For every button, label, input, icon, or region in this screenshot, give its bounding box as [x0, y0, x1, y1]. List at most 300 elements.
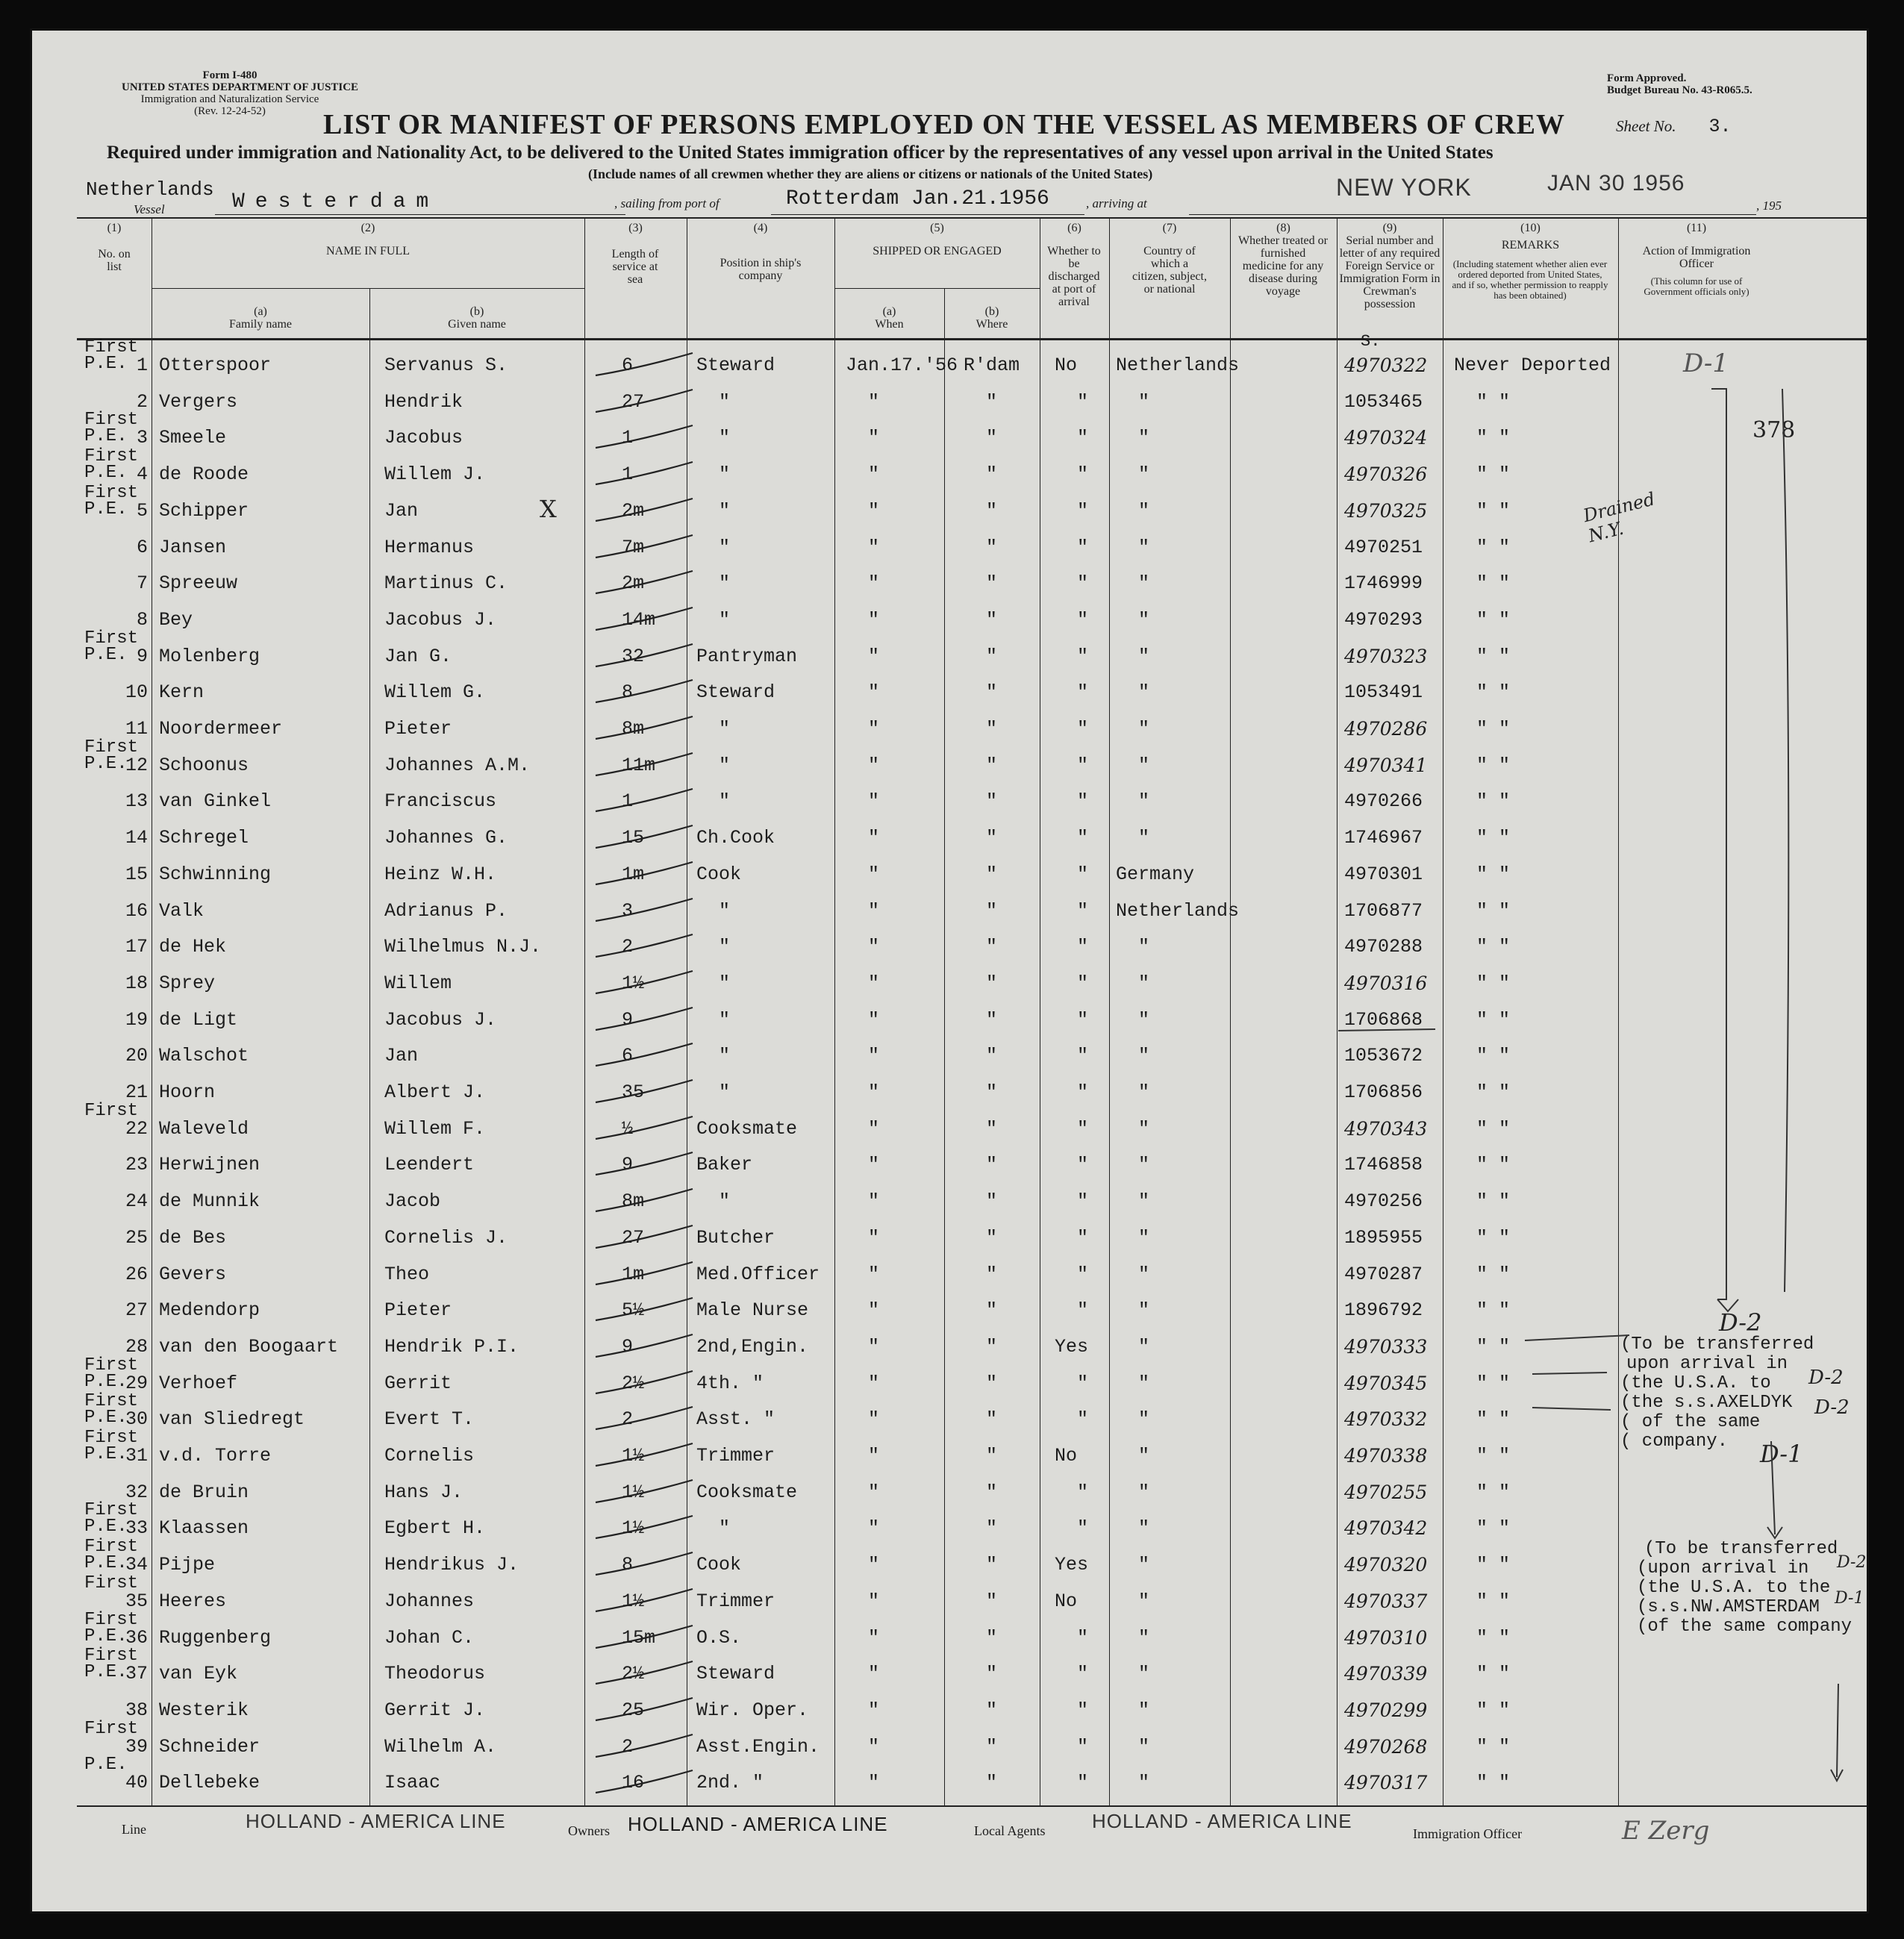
row-list-number: 4 [136, 463, 148, 486]
col-header-10: (10) REMARKS (Including statement whether alien ever ordered deported from United States, and if so, whether permission to reapply has been obtained) [1452, 222, 1608, 301]
row-country: " [1138, 972, 1150, 994]
row-length-of-service: 15m [622, 1626, 656, 1649]
row-shipped-when: " [868, 1372, 880, 1394]
row-family-name: Dellebeke [159, 1772, 260, 1794]
row-serial-number: 1053491 [1344, 681, 1423, 704]
row-shipped-when: " [868, 390, 880, 413]
arriving-underline [1189, 214, 1756, 215]
row-position: 2nd. " [696, 1772, 764, 1794]
row-country: " [1138, 1735, 1150, 1758]
row-position: Butcher [696, 1226, 775, 1249]
row-check-stroke [588, 1695, 700, 1725]
row-serial-number: 1706877 [1344, 899, 1423, 922]
row-given-name: Wilhelm A. [384, 1735, 497, 1758]
row-shipped-when: " [868, 1226, 880, 1249]
row-country: " [1138, 936, 1150, 958]
row-shipped-where: " [986, 390, 998, 413]
row-position: " [719, 718, 731, 740]
row-shipped-where: " [986, 1226, 998, 1249]
row-family-name: de Munnik [159, 1190, 260, 1213]
row-family-name: de Bruin [159, 1481, 249, 1503]
row-shipped-when: " [868, 1335, 880, 1358]
col-header-9: (9) Serial number and letter of any required Foreign Service or Immigration Form in Crewman's possession [1339, 222, 1441, 310]
row-list-number: 40 [125, 1772, 148, 1794]
table-row [32, 712, 1867, 745]
row-position: Cook [696, 863, 742, 885]
table-header-bottom-rule [77, 338, 1867, 340]
row-family-name: Sprey [159, 972, 216, 994]
row-list-number: 20 [125, 1045, 148, 1067]
row-given-name: Pieter [384, 1299, 452, 1322]
row-country: " [1138, 1190, 1150, 1213]
table-row [32, 1718, 1867, 1763]
row-check-stroke [588, 677, 700, 707]
table-row [32, 1428, 1867, 1472]
arriving-label: , arriving at [1086, 196, 1147, 210]
manifest-sheet [30, 28, 1869, 1914]
row-shipped-where: " [986, 572, 998, 595]
row-length-of-service: 15 [622, 827, 645, 849]
row-list-number: 11 [125, 718, 148, 740]
sailing-label: , sailing from port of [614, 196, 720, 210]
table-bottom-rule [77, 1805, 1867, 1807]
row-length-of-service: 1½ [622, 1590, 645, 1612]
row-given-name: Hendrik P.I. [384, 1335, 519, 1358]
row-family-name: de Ligt [159, 1008, 238, 1031]
row-remarks: " " [1476, 1372, 1511, 1394]
row-first-pe-mark: First P.E. [84, 446, 139, 484]
row-shipped-when: " [868, 1045, 880, 1067]
row-given-name: Hermanus [384, 536, 475, 558]
row-position: 4th. " [696, 1372, 764, 1394]
row-discharged: Yes [1055, 1554, 1089, 1576]
row-family-name: Klaassen [159, 1517, 249, 1540]
row-remarks: " " [1476, 1735, 1511, 1758]
row-shipped-when: " [868, 1445, 880, 1467]
row-given-name: Heinz W.H. [384, 863, 497, 885]
row-position: Steward [696, 681, 775, 704]
row-check-stroke [588, 859, 700, 889]
table-row [32, 675, 1867, 708]
row-discharged: " [1077, 645, 1089, 667]
row-family-name: Ruggenberg [159, 1626, 272, 1649]
row-check-stroke [588, 750, 700, 780]
row-serial-number: 4970255 [1344, 1481, 1428, 1503]
row-position: Asst. " [696, 1408, 775, 1431]
row-discharged: " [1077, 390, 1089, 413]
row-first-pe-mark: First P.E. [84, 628, 139, 665]
x-mark: X [540, 495, 557, 523]
row-length-of-service: 8 [622, 1554, 634, 1576]
row-discharged: " [1077, 1735, 1089, 1758]
row-check-stroke [588, 1549, 700, 1579]
form-approved: Form Approved. [1607, 72, 1687, 84]
sheet-count-annotation: 378 [1752, 417, 1796, 443]
row-given-name: Isaac [384, 1772, 441, 1794]
row-country: " [1138, 1263, 1150, 1285]
table-row [32, 332, 1867, 381]
row-discharged: " [1077, 681, 1089, 704]
row-serial-number: 4970286 [1344, 718, 1428, 740]
row-check-stroke [588, 1513, 700, 1543]
row-family-name: Otterspoor [159, 355, 272, 376]
row-discharged: " [1077, 1154, 1089, 1176]
row-country: " [1138, 1663, 1150, 1685]
row-shipped-where: " [986, 827, 998, 849]
row-serial-number: 4970293 [1344, 608, 1423, 631]
table-row [32, 737, 1867, 781]
arrival-date-stamp: JAN 30 1956 [1547, 171, 1685, 196]
subheader-rule-shipped [834, 288, 1040, 289]
subnote: (Include names of all crewmen whether they are aliens or citizens or nationals of the United States) [588, 166, 1153, 181]
row-length-of-service: 7m [622, 536, 645, 558]
row-serial-number: 1706856 [1344, 1081, 1423, 1103]
row-length-of-service: 1½ [622, 1481, 645, 1503]
row-shipped-where: " [986, 1008, 998, 1031]
row-first-pe-mark: First P.E. [84, 1391, 139, 1429]
row-remarks: " " [1476, 608, 1511, 631]
col-header-1: (1) No. on list [98, 222, 131, 273]
row-first-pe-mark: First P.E. [84, 482, 139, 519]
row-given-name: Cornelis J. [384, 1226, 508, 1249]
table-top-rule [77, 217, 1867, 219]
row-serial-number: 1746858 [1344, 1154, 1423, 1176]
row-shipped-when: " [868, 1517, 880, 1540]
row-discharged: " [1077, 827, 1089, 849]
row-given-name: Hendrikus J. [384, 1554, 519, 1576]
row-position: " [719, 499, 731, 522]
row-length-of-service: 1 [622, 790, 634, 813]
row-shipped-when: " [868, 1772, 880, 1794]
officer-signature: E Zerg [1622, 1816, 1710, 1846]
row-remarks: " " [1476, 1590, 1511, 1612]
row-discharged: " [1077, 463, 1089, 486]
row-length-of-service: 6 [622, 1045, 634, 1067]
row-position: Steward [696, 1663, 775, 1685]
row-check-stroke [588, 786, 700, 816]
row-given-name: Leendert [384, 1154, 475, 1176]
row-remarks: " " [1476, 536, 1511, 558]
table-row [32, 1003, 1867, 1036]
row-remarks: " " [1476, 972, 1511, 994]
form-department: UNITED STATES DEPARTMENT OF JUSTICE [122, 81, 359, 93]
row-length-of-service: 2 [622, 936, 634, 958]
table-row [32, 1476, 1867, 1508]
row-remarks: " " [1476, 1008, 1511, 1031]
row-discharged: No [1055, 1445, 1078, 1467]
row-given-name: Evert T. [384, 1408, 475, 1431]
row-position: Cooksmate [696, 1117, 798, 1140]
row-discharged: " [1077, 1372, 1089, 1394]
sheet-number: 3. [1708, 116, 1732, 137]
row-remarks: " " [1476, 863, 1511, 885]
table-row [32, 628, 1867, 672]
row-list-number: 27 [125, 1299, 148, 1322]
col-header-5a: (a) When [875, 305, 904, 331]
table-row [32, 1100, 1867, 1145]
row-remarks: " " [1476, 790, 1511, 813]
row-check-stroke [588, 568, 700, 598]
row-shipped-when: " [868, 718, 880, 740]
row-family-name: Heeres [159, 1590, 227, 1612]
row-country: " [1138, 1626, 1150, 1649]
row-list-number: 9 [136, 645, 148, 667]
row-check-stroke [588, 1149, 700, 1179]
row-length-of-service: 1m [622, 863, 645, 885]
row-position: " [719, 463, 731, 486]
row-serial-number: 4970317 [1344, 1772, 1428, 1794]
row-country: " [1138, 1517, 1150, 1540]
row-given-name: Jan [384, 499, 419, 522]
row-first-pe-mark: First [84, 1573, 139, 1593]
row-remarks: " " [1476, 1408, 1511, 1431]
row-given-name: Jan [384, 1045, 419, 1067]
row-serial-number: 4970325 [1344, 499, 1428, 522]
row-check-stroke [588, 714, 700, 743]
row-length-of-service: 27 [622, 390, 645, 413]
row-shipped-where: " [986, 1626, 998, 1649]
row-given-name: Hans J. [384, 1481, 463, 1503]
row-position: " [719, 1517, 731, 1540]
row-list-number: 32 [125, 1481, 148, 1503]
row-list-number: 15 [125, 863, 148, 885]
row-given-name: Johannes G. [384, 827, 508, 849]
row-check-stroke [588, 387, 700, 416]
row-shipped-when: " [868, 827, 880, 849]
table-row [32, 1537, 1867, 1581]
row-shipped-where: " [986, 1263, 998, 1285]
row-list-number: 2 [136, 390, 148, 413]
row-remarks: " " [1476, 1154, 1511, 1176]
row-discharged: " [1077, 899, 1089, 922]
row-length-of-service: 1½ [622, 1445, 645, 1467]
row-shipped-where: " [986, 427, 998, 449]
row-list-number: 23 [125, 1154, 148, 1176]
row-list-number: 22 [125, 1117, 148, 1140]
row-remarks: " " [1476, 1663, 1511, 1685]
row-discharged: " [1077, 1663, 1089, 1685]
row-country: " [1138, 1590, 1150, 1612]
row-length-of-service: 6 [622, 355, 634, 376]
col-header-5b: (b) Where [976, 305, 1008, 331]
row-given-name: Egbert H. [384, 1517, 486, 1540]
row-shipped-when: " [868, 1699, 880, 1721]
row-list-number: 28 [125, 1335, 148, 1358]
row-country: " [1138, 681, 1150, 704]
row-position: Baker [696, 1154, 753, 1176]
row-remarks: " " [1476, 1263, 1511, 1285]
row-remarks: " " [1476, 1772, 1511, 1794]
row-first-pe-mark: First [84, 1100, 139, 1121]
col-header-8: (8) Whether treated or furnished medicine for any disease during voyage [1238, 222, 1328, 298]
row-given-name: Jacobus [384, 427, 463, 449]
row-length-of-service: 11m [622, 754, 656, 776]
row-shipped-where: " [986, 754, 998, 776]
table-row [32, 1573, 1867, 1617]
row-country: " [1138, 645, 1150, 667]
row-discharged: " [1077, 863, 1089, 885]
row-given-name: Franciscus [384, 790, 497, 813]
row-family-name: van Ginkel [159, 790, 272, 813]
footer-owners-stamp: HOLLAND - AMERICA LINE [628, 1813, 888, 1835]
d1-mid-mark: D-1 [1760, 1440, 1803, 1468]
row-list-number: 14 [125, 827, 148, 849]
row-remarks: " " [1476, 645, 1511, 667]
row-shipped-when: " [868, 1117, 880, 1140]
table-row [32, 1755, 1867, 1799]
row-remarks: " " [1476, 754, 1511, 776]
row-check-stroke [588, 1767, 700, 1797]
row-family-name: Schwinning [159, 863, 272, 885]
row-serial-number: 1896792 [1344, 1299, 1423, 1322]
table-row [32, 603, 1867, 636]
row-serial-number: 4970320 [1344, 1554, 1428, 1576]
row-country: " [1138, 427, 1150, 449]
row-position: Trimmer [696, 1590, 775, 1612]
row-family-name: Walschot [159, 1045, 249, 1067]
row-family-name: Schregel [159, 827, 249, 849]
row-country: " [1138, 1481, 1150, 1503]
row-check-stroke [588, 1223, 700, 1252]
row-position: " [719, 972, 731, 994]
table-row [32, 410, 1867, 454]
row-position: Male Nurse [696, 1299, 809, 1322]
row-shipped-where: " [986, 863, 998, 885]
row-shipped-when: " [868, 1663, 880, 1685]
row-remarks: " " [1476, 427, 1511, 449]
row-discharged: Yes [1055, 1335, 1089, 1358]
row-shipped-where: " [986, 608, 998, 631]
row-discharged: " [1077, 1190, 1089, 1213]
row-shipped-when: " [868, 427, 880, 449]
table-row [32, 894, 1867, 927]
row-shipped-when: " [868, 1263, 880, 1285]
row-length-of-service: 2½ [622, 1372, 645, 1394]
row-country: " [1138, 1772, 1150, 1794]
row-position: " [719, 1008, 731, 1031]
row-discharged: " [1077, 1226, 1089, 1249]
row-length-of-service: 1½ [622, 972, 645, 994]
row-position: " [719, 754, 731, 776]
row-discharged: " [1077, 572, 1089, 595]
table-row [32, 1039, 1867, 1072]
row-check-stroke [588, 1295, 700, 1325]
row-remarks: " " [1476, 572, 1511, 595]
row-remarks: " " [1476, 1117, 1511, 1140]
transfer1-mark-2: D-2 [1814, 1396, 1850, 1419]
row-serial-number: 4970299 [1344, 1699, 1428, 1721]
row-family-name: de Roode [159, 463, 249, 486]
row-family-name: Medendorp [159, 1299, 260, 1322]
row-check-stroke [588, 896, 700, 925]
row-shipped-when: " [868, 1190, 880, 1213]
row-position: Steward [696, 355, 775, 376]
row-remarks: " " [1476, 390, 1511, 413]
row-length-of-service: 3 [622, 899, 634, 922]
row-check-stroke [588, 350, 700, 380]
row-length-of-service: ½ [622, 1117, 634, 1140]
col-header-3: (3) Length of service at sea [611, 222, 659, 286]
row-shipped-when: " [868, 536, 880, 558]
row-remarks: " " [1476, 1481, 1511, 1503]
year-suffix: , 195 [1756, 199, 1782, 213]
row-country: " [1138, 718, 1150, 740]
vessel-flag: Netherlands [86, 178, 214, 201]
row-check-stroke [588, 1114, 700, 1143]
row-shipped-when: " [868, 1081, 880, 1103]
row-discharged: " [1077, 1481, 1089, 1503]
row-shipped-when: " [868, 1008, 880, 1031]
row-length-of-service: 8m [622, 1190, 645, 1213]
row-shipped-when: " [868, 608, 880, 631]
row-list-number: 39 [125, 1735, 148, 1758]
row-country: " [1138, 1554, 1150, 1576]
vessel-label: Vessel [134, 202, 165, 216]
row-remarks: " " [1476, 827, 1511, 849]
row-remarks: " " [1476, 499, 1511, 522]
row-length-of-service: 9 [622, 1008, 634, 1031]
row-first-pe-mark: First P.E. [84, 1355, 139, 1392]
table-row [32, 967, 1867, 999]
row-position: " [719, 536, 731, 558]
row-family-name: Schoonus [159, 754, 249, 776]
row-country: " [1138, 463, 1150, 486]
row-check-stroke [588, 459, 700, 489]
row-shipped-when: " [868, 1626, 880, 1649]
row-shipped-where: " [986, 1735, 998, 1758]
sheet-label: Sheet No. [1616, 117, 1676, 135]
form-service: Immigration and Naturalization Service [140, 93, 319, 105]
row-discharged: " [1077, 1408, 1089, 1431]
row-shipped-when: " [868, 572, 880, 595]
row-list-number: 1 [136, 355, 148, 376]
row-discharged: " [1077, 1008, 1089, 1031]
row-serial-number: 4970333 [1344, 1335, 1428, 1358]
form-number: Form I-480 [202, 69, 257, 81]
row-position: " [719, 1045, 731, 1067]
row-discharged: No [1055, 355, 1078, 376]
row-length-of-service: 2m [622, 499, 645, 522]
row-list-number: 33 [125, 1517, 148, 1540]
budget-bureau: Budget Bureau No. 43-R065.5. [1607, 84, 1752, 96]
row-country: " [1138, 1117, 1150, 1140]
row-check-stroke [588, 532, 700, 562]
row-check-stroke [588, 968, 700, 998]
row-position: Med.Officer [696, 1263, 820, 1285]
row-shipped-where: " [986, 681, 998, 704]
row-given-name: Willem J. [384, 463, 486, 486]
subtitle: Required under immigration and Nationality Act, to be delivered to the United States immigration officer by the representatives of any vessel upon arrival in the United States [107, 143, 1493, 163]
row-shipped-when: " [868, 899, 880, 922]
table-row [32, 1646, 1867, 1690]
row-length-of-service: 32 [622, 645, 645, 667]
row-remarks: " " [1476, 1626, 1511, 1649]
footer-officer-label: Immigration Officer [1413, 1826, 1523, 1841]
row-shipped-when: " [868, 1408, 880, 1431]
row-shipped-when: " [868, 1154, 880, 1176]
col-header-5: (5) SHIPPED OR ENGAGED [873, 222, 1002, 257]
table-row [32, 1075, 1867, 1108]
form-revision: (Rev. 12-24-52) [194, 105, 266, 117]
row-discharged: No [1055, 1590, 1078, 1612]
row-serial-number: 4970266 [1344, 790, 1423, 813]
row-country: " [1138, 499, 1150, 522]
row-country: " [1138, 1335, 1150, 1358]
row-discharged: " [1077, 608, 1089, 631]
row-check-stroke [588, 822, 700, 852]
row-given-name: Willem [384, 972, 452, 994]
row-given-name: Wilhelmus N.J. [384, 936, 542, 958]
